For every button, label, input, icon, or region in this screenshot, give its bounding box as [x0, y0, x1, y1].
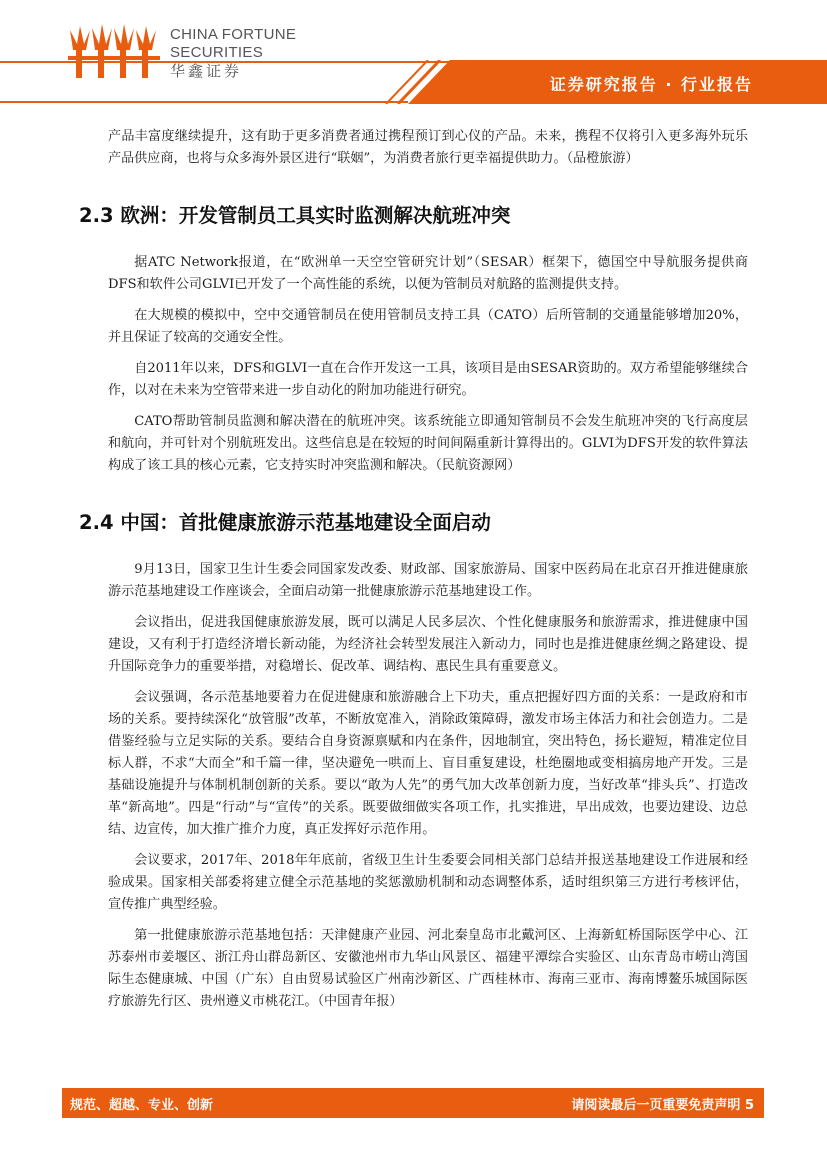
section-2-3-paragraph: 在大规模的模拟中，空中交通管制员在使用管制员支持工具（CATO）后所管制的交通量能够增加20%，并且保证了较高的交通安全性。	[108, 308, 748, 345]
report-type-label: 证券研究报告 · 行业报告	[549, 75, 753, 94]
main-content	[79, 126, 748, 1022]
section-2-4-paragraph: 会议强调，各示范基地要着力在促进健康和旅游融合上下功夫，重点把握好四方面的关系：一是政府和市场的关系。要持续深化“放管服”改革，不断放宽准入，消除政策障碍，激发市场主体活力和社会创造力。二是借鉴经验与立足实际的关系。要结合自身资源禀赋和内在条件，因地制宜，突出特色，扬长避短，精准定位目标人群，不求“大而全”和千篇一律，坚决避免一哄而上、盲目重复建设，杜绝圈地或变相搞房地产开发。三是基础设施提升与体制机制创新的关系。要以“敢为人先”的勇气加大改革创新力度，当好改革“排头兵”、打造改革“新高地”。四是“行动”与“宣传”的关系。既要做细做实各项工作，扎实推进，早出成效，也要边建设、边总结、边宣传，加大推广推介力度，真正发挥好示范作用。	[108, 690, 748, 837]
section-2-4-paragraph: 会议要求，2017年、2018年年底前，省级卫生计生委要会同相关部门总结并报送基地建设工作进展和经验成果。国家相关部委将建立健全示范基地的奖惩激励机制和动态调整体系，适时组织第三方进行考核评估，宣传推广典型经验。	[108, 853, 748, 912]
section-2-3-title: 2.3 欧洲：开发管制员工具实时监测解决航班冲突	[79, 204, 511, 227]
intro-paragraph: 产品丰富度继续提升，这有助于更多消费者通过携程预订到心仪的产品。未来，携程不仅将引入更多海外玩乐产品供应商，也将与众多海外景区进行“联姻”，为消费者旅行更幸福提供助力。（品橙旅游）	[108, 129, 748, 166]
brand-cn: 华鑫证券	[170, 63, 243, 80]
footer-slogan: 规范、超越、专业、创新	[70, 1098, 214, 1113]
section-2-4-title: 2.4 中国：首批健康旅游示范基地建设全面启动	[79, 511, 491, 534]
brand-en-line2: SECURITIES	[170, 44, 264, 61]
section-2-4-paragraph: 会议指出，促进我国健康旅游发展，既可以满足人民多层次、个性化健康服务和旅游需求，推进健康中国建设，又有利于打造经济增长新动能，为经济社会转型发展注入新动力，同时也是推进健康丝绸之路建设、提升国际竞争力的重要举措，对稳增长、促改革、调结构、惠民生具有重要意义。	[108, 615, 748, 674]
footer-band	[62, 1088, 764, 1118]
section-2-3-paragraph: 自2011年以来，DFS和GLVI一直在合作开发这一工具，该项目是由SESAR资助的。双方希望能够继续合作，以对在未来为空管带来进一步自动化的附加功能进行研究。	[108, 361, 748, 398]
section-2-3-paragraph: CATO帮助管制员监测和解决潜在的航班冲突。该系统能立即通知管制员不会发生航班冲突的飞行高度层和航向，并可针对个别航班发出。这些信息是在较短的时间间隔重新计算得出的。GLVI为DFS开发的软件算法构成了该工具的核心元素，它支持实时冲突监测和解决。（民航资源网）	[108, 414, 748, 473]
section-2-4-paragraph: 第一批健康旅游示范基地包括：天津健康产业园、河北秦皇岛市北戴河区、上海新虹桥国际医学中心、江苏泰州市姜堰区、浙江舟山群岛新区、安徽池州市九华山风景区、福建平潭综合实验区、山东青岛市崂山湾国际生态健康城、中国（广东）自由贸易试验区广州南沙新区、广西桂林市、海南三亚市、海南博鳌乐城国际医疗旅游先行区、贵州遵义市桃花江。（中国青年报）	[108, 928, 748, 1009]
section-2-3-paragraph: 据ATC Network报道，在“欧洲单一天空空管研究计划”（SESAR）框架下，德国空中导航服务提供商DFS和软件公司GLVI已开发了一个高性能的系统，以便为管制员对航路的监测提供支持。	[108, 255, 748, 292]
section-2-4-paragraph: 9月13日，国家卫生计生委会同国家发改委、财政部、国家旅游局、国家中医药局在北京召开推进健康旅游示范基地建设工作座谈会，全面启动第一批健康旅游示范基地建设工作。	[108, 562, 748, 599]
brand-en-line1: CHINA FORTUNE	[170, 26, 297, 43]
footer-disclaimer: 请阅读最后一页重要免责声明 5	[571, 1098, 754, 1113]
